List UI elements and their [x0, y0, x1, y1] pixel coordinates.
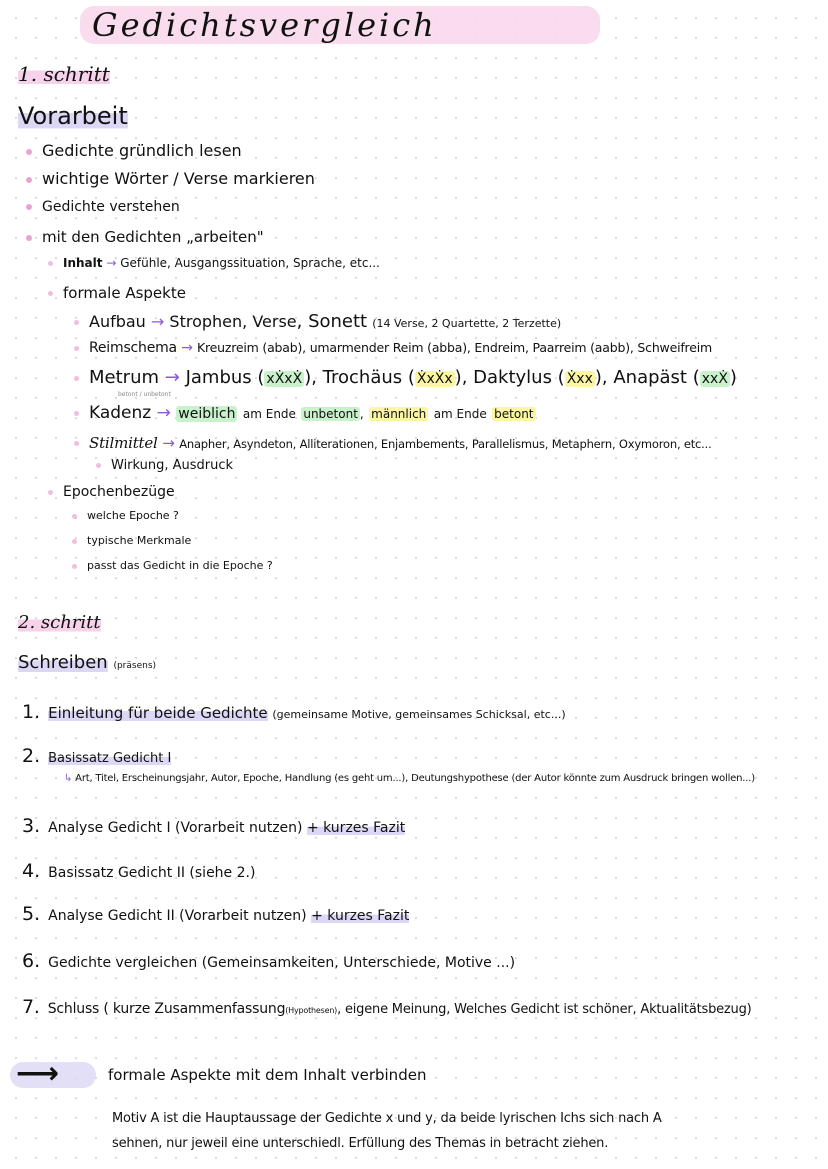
section-vorarbeit: Vorarbeit	[18, 102, 128, 130]
epochen-item: typische Merkmale	[72, 534, 191, 547]
write-step-2: 2. Basissatz Gedicht I	[22, 745, 172, 767]
stilmittel-line: Stilmittel → Anapher, Asyndeton, Alliterationen, Enjambements, Parallelismus, Metaphern, Oxymoron, etc...	[74, 434, 712, 452]
kadenz-line: Kadenz → weiblich am Ende unbetont , männlich am Ende betont	[74, 403, 536, 423]
bullet-item: mit den Gedichten „arbeiten"	[26, 228, 264, 246]
page-title: Gedichtsvergleich	[92, 6, 437, 44]
reimschema-line: Reimschema → Kreuzreim (abab), umarmender Reim (abba), Endreim, Paarreim (aabb), Schweifreim	[74, 340, 712, 356]
metrum-line: Metrum → Jambus ( xẊxẊ ), Trochäus ( ẊxẊx ), Daktylus ( Ẋxx ), Anapäst ( xxẊ )	[74, 367, 737, 388]
step2-heading: 2. schritt	[18, 612, 101, 633]
bullet-item: wichtige Wörter / Verse markieren	[26, 169, 315, 188]
step1-heading: 1. schritt	[18, 62, 110, 86]
aufbau-line: Aufbau → Strophen, Verse, Sonett (14 Verse, 2 Quartette, 2 Terzette)	[74, 311, 561, 332]
write-step-6: 6. Gedichte vergleichen (Gemeinsamkeiten, Unterschiede, Motive ...)	[22, 950, 516, 972]
epochen-item: passt das Gedicht in die Epoche ?	[72, 559, 273, 572]
write-step-4: 4. Basissatz Gedicht II (siehe 2.)	[22, 860, 256, 882]
write-step-3: 3. Analyse Gedicht I (Vorarbeit nutzen) + kurzes Fazit	[22, 815, 406, 837]
epochen-item: welche Epoche ?	[72, 509, 179, 522]
bullet-item: Gedichte gründlich lesen	[26, 141, 242, 160]
bullet-item: Gedichte verstehen	[26, 199, 180, 215]
write-step-2-sub: ↳ Art, Titel, Erscheinungsjahr, Autor, Epoche, Handlung (es geht um...), Deutungshypothese (der Autor könnte zum Ausdruck bringen wollen...)	[64, 773, 755, 784]
write-step-7: 7. Schluss ( kurze Zusammenfassung(Hypothesen), eigene Meinung, Welches Gedicht ist schöner, Aktualitätsbezug)	[22, 996, 752, 1018]
metrum-sub: betont / unbetont	[118, 391, 171, 398]
footer-headline: formale Aspekte mit dem Inhalt verbinden	[108, 1066, 427, 1084]
footer-text-line1: Motiv A ist die Hauptaussage der Gedichte x und y, da beide lyrischen Ichs sich nach A	[112, 1111, 662, 1126]
footer-text-line2: sehnen, nur jeweil eine unterschiedl. Erfüllung des Themas in betracht ziehen.	[112, 1136, 609, 1151]
big-arrow-icon: ⟶	[16, 1056, 60, 1091]
write-step-5: 5. Analyse Gedicht II (Vorarbeit nutzen) + kurzes Fazit	[22, 903, 410, 925]
wirkung-line: Wirkung, Ausdruck	[96, 458, 233, 473]
write-step-1: 1. Einleitung für beide Gedichte (gemeinsame Motive, gemeinsames Schicksal, etc...)	[22, 701, 566, 723]
formale-aspekte: formale Aspekte	[48, 284, 186, 302]
epochen-line: Epochenbezüge	[48, 484, 175, 500]
section-schreiben: Schreiben (präsens)	[18, 652, 157, 673]
inhalt-line: Inhalt → Gefühle, Ausgangssituation, Sprache, etc...	[48, 256, 380, 270]
